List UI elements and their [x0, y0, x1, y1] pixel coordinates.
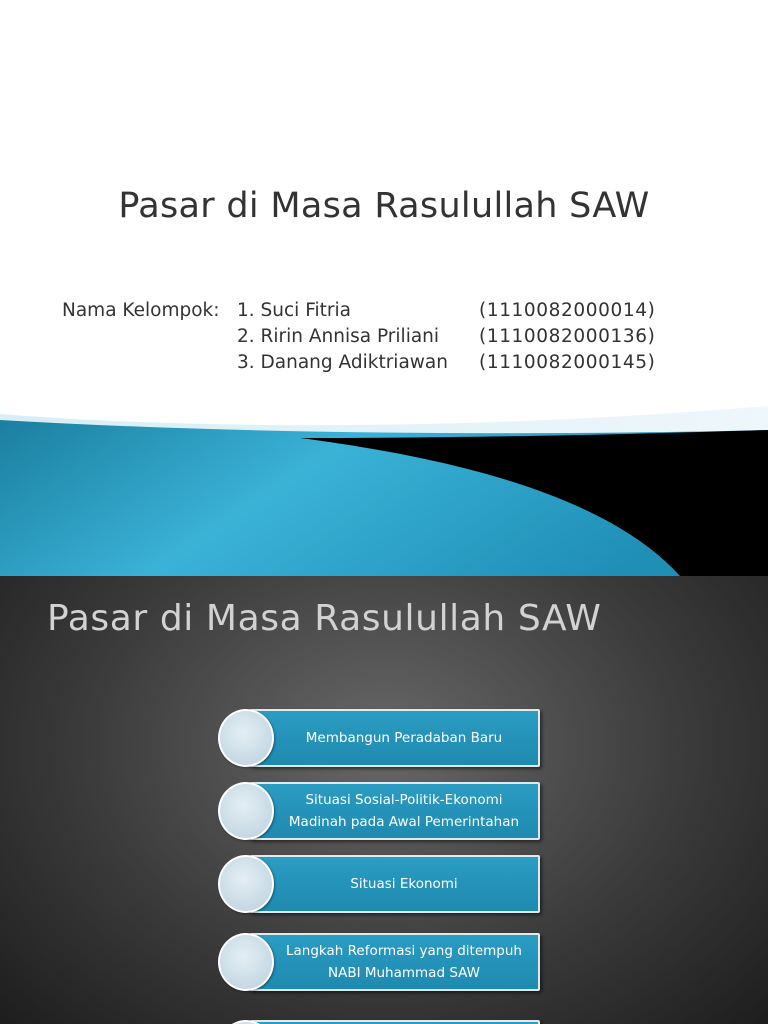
member-id: (1110082000145)	[479, 352, 656, 373]
item-box	[250, 1020, 540, 1024]
list-item	[218, 709, 544, 771]
decorative-wave	[0, 400, 768, 576]
member-row	[62, 298, 655, 324]
group-members	[62, 298, 655, 376]
member-name: 3. Danang Adiktriawan	[237, 352, 448, 373]
item-label: Membangun Peradaban Baru	[305, 730, 503, 746]
item-box	[250, 782, 540, 840]
list-item	[218, 782, 544, 844]
slide-title: Pasar di Masa Rasulullah SAW	[47, 598, 602, 639]
slide-title: Pasar di Masa Rasulullah SAW	[118, 186, 650, 226]
bullet-circle-icon	[218, 782, 274, 840]
item-label: Situasi Ekonomi	[350, 876, 458, 892]
member-name: 1. Suci Fitria	[237, 300, 351, 321]
content-slide	[0, 576, 768, 1024]
item-box	[250, 855, 540, 913]
member-name: 2. Ririn Annisa Priliani	[237, 326, 440, 347]
member-id: (1110082000014)	[479, 300, 656, 321]
group-label: Nama Kelompok:	[62, 300, 220, 321]
member-id: (1110082000136)	[479, 326, 656, 347]
list-item	[218, 855, 544, 917]
item-label: Langkah Reformasi yang ditempuh NABI Muhammad SAW	[286, 943, 522, 981]
item-box	[250, 933, 540, 991]
list-item	[218, 933, 544, 995]
item-label: Situasi Sosial-Politik-Ekonomi Madinah pada Awal Pemerintahan	[288, 792, 520, 830]
item-box	[250, 709, 540, 767]
bullet-circle-icon	[218, 709, 274, 767]
member-row	[62, 324, 655, 350]
list-item-partial	[218, 1020, 544, 1024]
bullet-circle-icon	[218, 933, 274, 991]
bullet-circle-icon	[218, 855, 274, 913]
member-row	[62, 350, 655, 376]
